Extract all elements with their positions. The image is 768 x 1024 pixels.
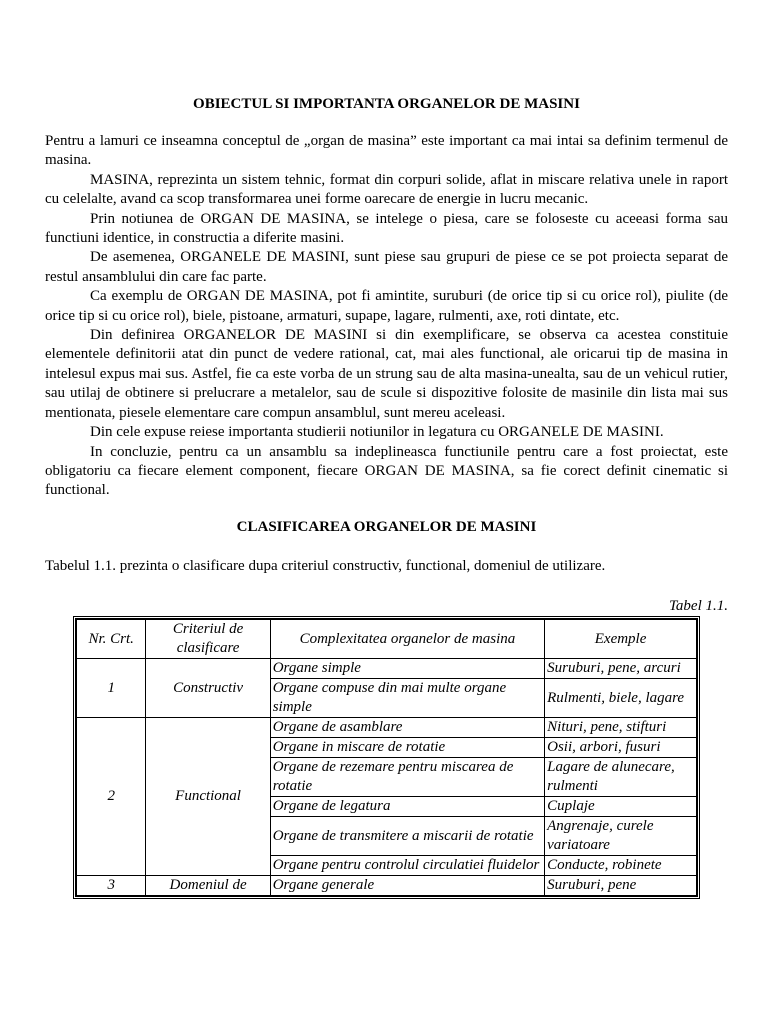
- paragraph: MASINA, reprezinta un sistem tehnic, format din corpuri solide, aflat in miscare relativa unele in raport cu celelalte, avand ca scop transformarea unei forme oarecare de energie in lucru mecanic.: [45, 171, 728, 208]
- paragraph: De asemenea, ORGANELE DE MASINI, sunt piese sau grupuri de piese ce se pot proiecta separat de restul ansamblului din care fac parte.: [45, 249, 728, 285]
- cell-criteriu: Constructiv: [146, 659, 270, 718]
- cell-organ: Organe de legatura: [270, 797, 544, 817]
- paragraph: Prin notiunea de ORGAN DE MASINA, se intelege o piesa, care se foloseste cu aceeasi forma sau functiuni identice, in constructia a diferite masini.: [45, 210, 728, 247]
- cell-exemple: Suruburi, pene, arcuri: [545, 659, 697, 679]
- paragraph: In concluzie, pentru ca un ansamblu sa indeplineasca functiunile pentru care a fost proiectat, este obligatoriu ca fiecare element component, fiecare ORGAN DE MASINA, sa fie corect definit cinematic si functional.: [45, 443, 728, 499]
- header-exemple: Exemple: [545, 620, 697, 659]
- paragraph: Din definirea ORGANELOR DE MASINI si din exemplificare, se observa ca acestea constituie elementele definitorii atat din punct de vedere rational, cat, mai ales functional, ale oricarui tip de masina in intelesul expus mai sus. Astfel, fie ca este vorba de un strung sau de alta masina-unealta, sau de un vehicul rutier, sau utilaj de obtinere si prelucrare a metalelor, sau de scule si dispozitive folosite de masinile din lista mai sus mentionata, piesele elementare care compun ansamblul, sunt mereu aceleasi.: [45, 327, 728, 421]
- cell-exemple: Conducte, robinete: [545, 856, 697, 876]
- table-row: [77, 876, 697, 896]
- table-intro: Tabelul 1.1. prezinta o clasificare dupa criteriul constructiv, functional, domeniul de utilizare.: [45, 558, 606, 574]
- cell-organ: Organe compuse din mai multe organe simple: [270, 679, 544, 718]
- table-caption: Tabel 1.1.: [668, 598, 728, 614]
- cell-exemple: Cuplaje: [545, 797, 697, 817]
- cell-organ: Organe de rezemare pentru miscarea de rotatie: [270, 758, 544, 797]
- cell-organ: Organe pentru controlul circulatiei fluidelor: [270, 856, 544, 876]
- cell-criteriu: Domeniul de: [146, 876, 270, 896]
- table-row: [77, 718, 697, 738]
- body-text: [45, 132, 728, 501]
- table-row: [77, 659, 697, 679]
- paragraph: Ca exemplu de ORGAN DE MASINA, pot fi amintite, suruburi (de orice tip si cu orice rol), piulite (de orice tip si cu orice rol), biele, pistoane, armaturi, supape, lagare, rulmenti, axe, roti dintate, etc.: [45, 288, 728, 324]
- cell-organ: Organe in miscare de rotatie: [270, 738, 544, 758]
- cell-exemple: Suruburi, pene: [545, 876, 697, 896]
- section-title: CLASIFICAREA ORGANELOR DE MASINI: [236, 519, 537, 535]
- cell-organ: Organe de asamblare: [270, 718, 544, 738]
- cell-nr: 3: [77, 876, 146, 896]
- cell-organ: Organe generale: [270, 876, 544, 896]
- cell-criteriu: Functional: [146, 718, 270, 876]
- header-criteriu: Criteriul de clasificare: [146, 620, 270, 659]
- header-complexitate: Complexitatea organelor de masina: [270, 620, 544, 659]
- cell-nr: 1: [77, 659, 146, 718]
- document-title: OBIECTUL SI IMPORTANTA ORGANELOR DE MASINI: [193, 96, 580, 112]
- cell-nr: 2: [77, 718, 146, 876]
- cell-exemple: Rulmenti, biele, lagare: [545, 679, 697, 718]
- cell-exemple: Nituri, pene, stifturi: [545, 718, 697, 738]
- cell-exemple: Lagare de alunecare, rulmenti: [545, 758, 697, 797]
- cell-exemple: Osii, arbori, fusuri: [545, 738, 697, 758]
- paragraph: Pentru a lamuri ce inseamna conceptul de „organ de masina” este important ca mai intai sa definim termenul de masina.: [45, 133, 728, 169]
- cell-exemple: Angrenaje, curele variatoare: [545, 817, 697, 856]
- cell-organ: Organe de transmitere a miscarii de rotatie: [270, 817, 544, 856]
- paragraph: Din cele expuse reiese importanta studierii notiunilor in legatura cu ORGANELE DE MASINI.: [90, 424, 664, 441]
- classification-table: [73, 616, 700, 899]
- header-nr: Nr. Crt.: [77, 620, 146, 659]
- cell-organ: Organe simple: [270, 659, 544, 679]
- table-header-row: [77, 620, 697, 659]
